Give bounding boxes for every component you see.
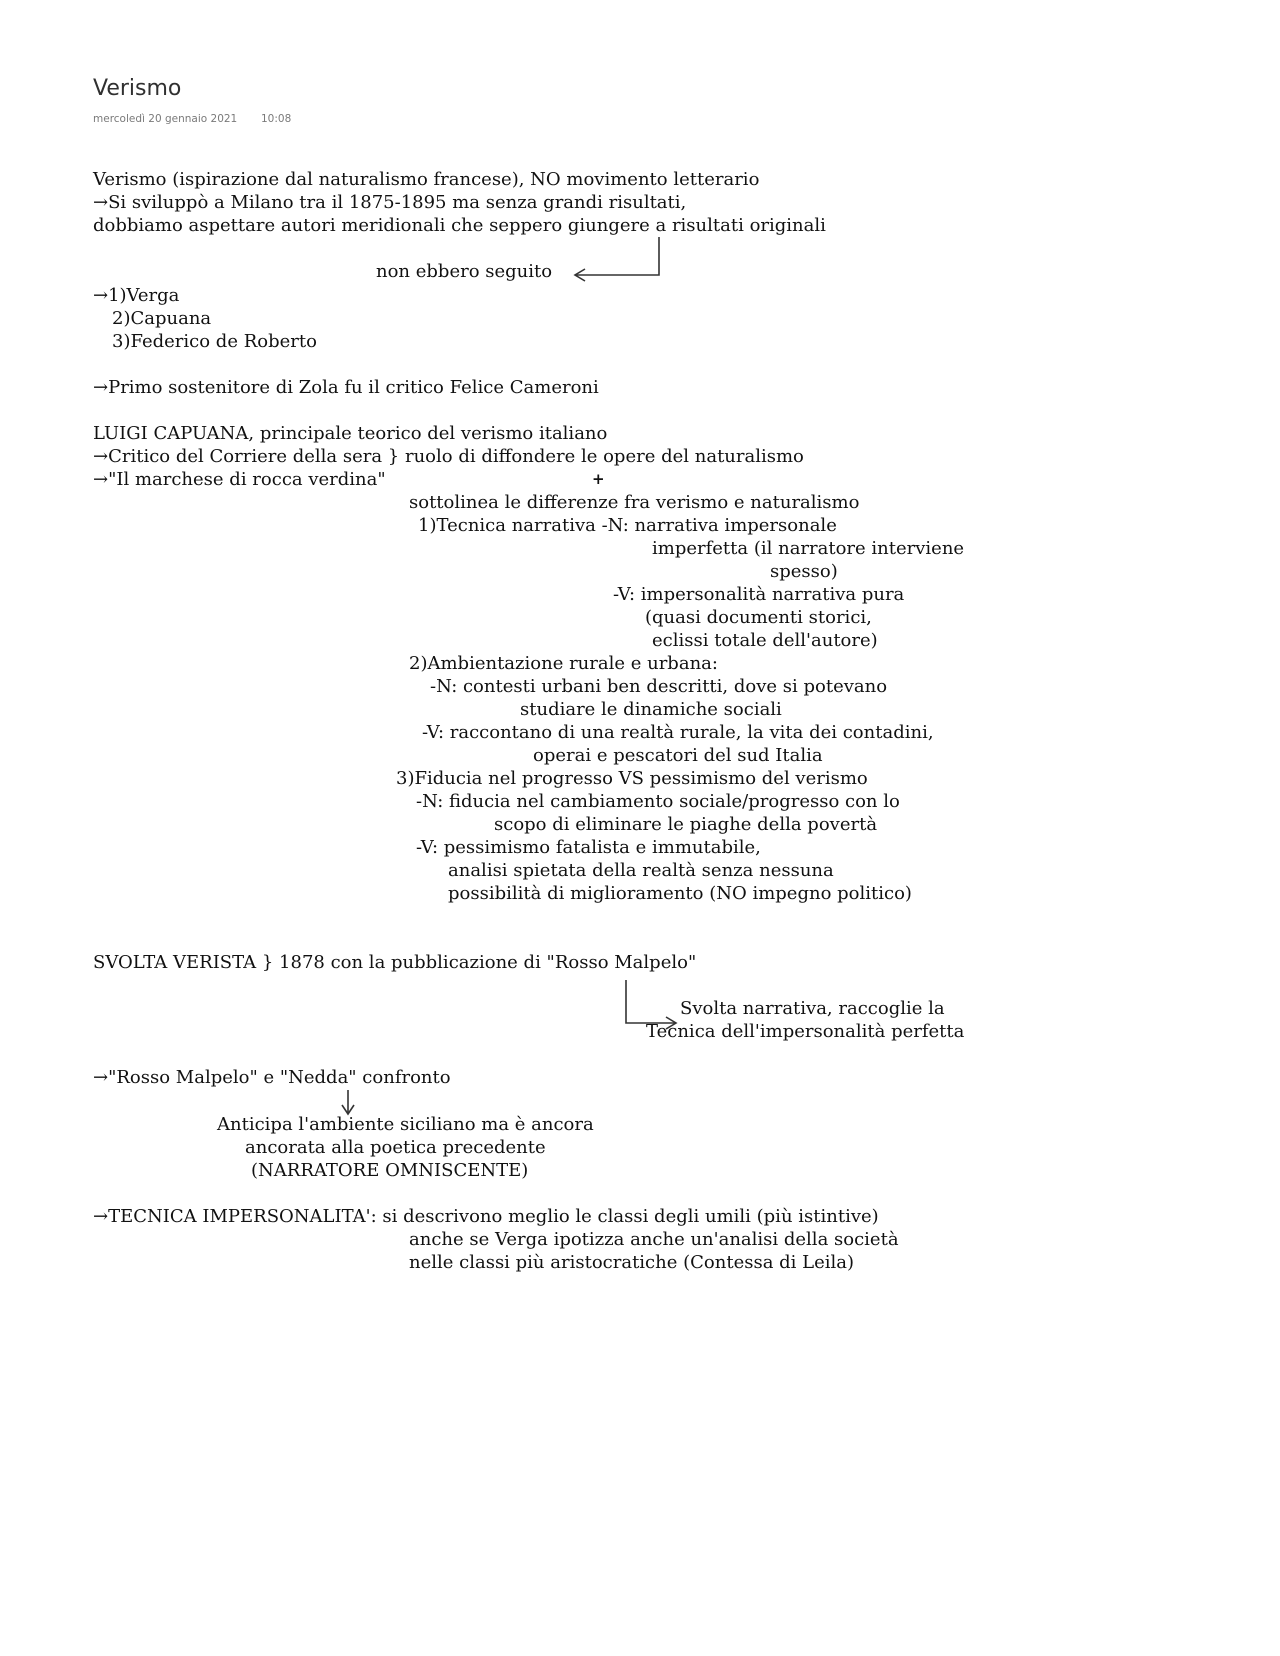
diff-3-n-line-1: -N: fiducia nel cambiamento sociale/progresso con lo bbox=[416, 791, 900, 812]
page-title[interactable]: Verismo bbox=[93, 76, 182, 101]
diff-3-v-line-3: possibilità di miglioramento (NO impegno politico) bbox=[448, 883, 912, 904]
author-verga: →1)Verga bbox=[93, 285, 180, 306]
no-follow-note: non ebbero seguito bbox=[376, 261, 553, 282]
capuana-critic-line: →Critico del Corriere della sera } ruolo di diffondere le opere del naturalismo bbox=[93, 446, 804, 467]
intro-line-3: dobbiamo aspettare autori meridionali che seppero giungere a risultati originali bbox=[93, 215, 826, 236]
diff-2-v-line-2: operai e pescatori del sud Italia bbox=[533, 745, 823, 766]
page-date: mercoledì 20 gennaio 2021 bbox=[93, 113, 238, 125]
diff-2-v-line-1: -V: raccontano di una realtà rurale, la vita dei contadini, bbox=[422, 722, 934, 743]
differences-intro: sottolinea le differenze fra verismo e naturalismo bbox=[409, 492, 860, 513]
capuana-book-line: →"Il marchese di rocca verdina" bbox=[93, 469, 386, 490]
zola-line: →Primo sostenitore di Zola fu il critico Felice Cameroni bbox=[93, 377, 599, 398]
svolta-note-line-1: Svolta narrativa, raccoglie la bbox=[680, 998, 945, 1019]
arrow-head-no-follow bbox=[575, 269, 585, 281]
diff-1-v-line-3: eclissi totale dell'autore) bbox=[652, 630, 878, 651]
intro-line-1: Verismo (ispirazione dal naturalismo francese), NO movimento letterario bbox=[93, 169, 760, 190]
page-time: 10:08 bbox=[261, 113, 292, 125]
diff-3-v-line-1: -V: pessimismo fatalista e immutabile, bbox=[416, 837, 761, 858]
arrow-to-svolta-note bbox=[626, 980, 676, 1023]
svolta-note-line-2: Tecnica dell'impersonalità perfetta bbox=[646, 1021, 965, 1042]
author-de-roberto: 3)Federico de Roberto bbox=[112, 331, 317, 352]
arrow-to-no-follow bbox=[575, 237, 659, 275]
plus-sign: + bbox=[592, 470, 605, 488]
diff-1-v-line-2: (quasi documenti storici, bbox=[645, 607, 872, 628]
confronto-line: →"Rosso Malpelo" e "Nedda" confronto bbox=[93, 1067, 451, 1088]
tecnica-line-3: nelle classi più aristocratiche (Contessa di Leila) bbox=[409, 1252, 855, 1273]
diff-1-n-line-3: spesso) bbox=[770, 561, 838, 582]
nedda-line-3: (NARRATORE OMNISCENTE) bbox=[251, 1160, 529, 1181]
diff-1-title: 1)Tecnica narrativa -N: narrativa impersonale bbox=[418, 515, 837, 536]
author-capuana: 2)Capuana bbox=[112, 308, 212, 329]
diff-3-title: 3)Fiducia nel progresso VS pessimismo del verismo bbox=[396, 768, 868, 789]
diff-3-v-line-2: analisi spietata della realtà senza nessuna bbox=[448, 860, 834, 881]
capuana-heading: LUIGI CAPUANA, principale teorico del verismo italiano bbox=[93, 423, 608, 444]
diff-1-v-line-1: -V: impersonalità narrativa pura bbox=[613, 584, 905, 605]
tecnica-line-2: anche se Verga ipotizza anche un'analisi della società bbox=[409, 1229, 899, 1250]
diff-2-n-line-2: studiare le dinamiche sociali bbox=[520, 699, 782, 720]
diff-3-n-line-2: scopo di eliminare le piaghe della povertà bbox=[494, 814, 878, 835]
nedda-line-1: Anticipa l'ambiente siciliano ma è ancora bbox=[217, 1114, 594, 1135]
nedda-line-2: ancorata alla poetica precedente bbox=[245, 1137, 546, 1158]
diff-1-n-line-2: imperfetta (il narratore interviene bbox=[652, 538, 965, 559]
diff-2-title: 2)Ambientazione rurale e urbana: bbox=[409, 653, 718, 674]
diff-2-n-line-1: -N: contesti urbani ben descritti, dove si potevano bbox=[430, 676, 888, 697]
intro-line-2: →Si sviluppò a Milano tra il 1875-1895 ma senza grandi risultati, bbox=[93, 192, 687, 213]
tecnica-line-1: →TECNICA IMPERSONALITA': si descrivono meglio le classi degli umili (più istintive) bbox=[93, 1206, 879, 1227]
svolta-line: SVOLTA VERISTA } 1878 con la pubblicazione di "Rosso Malpelo" bbox=[93, 952, 697, 973]
